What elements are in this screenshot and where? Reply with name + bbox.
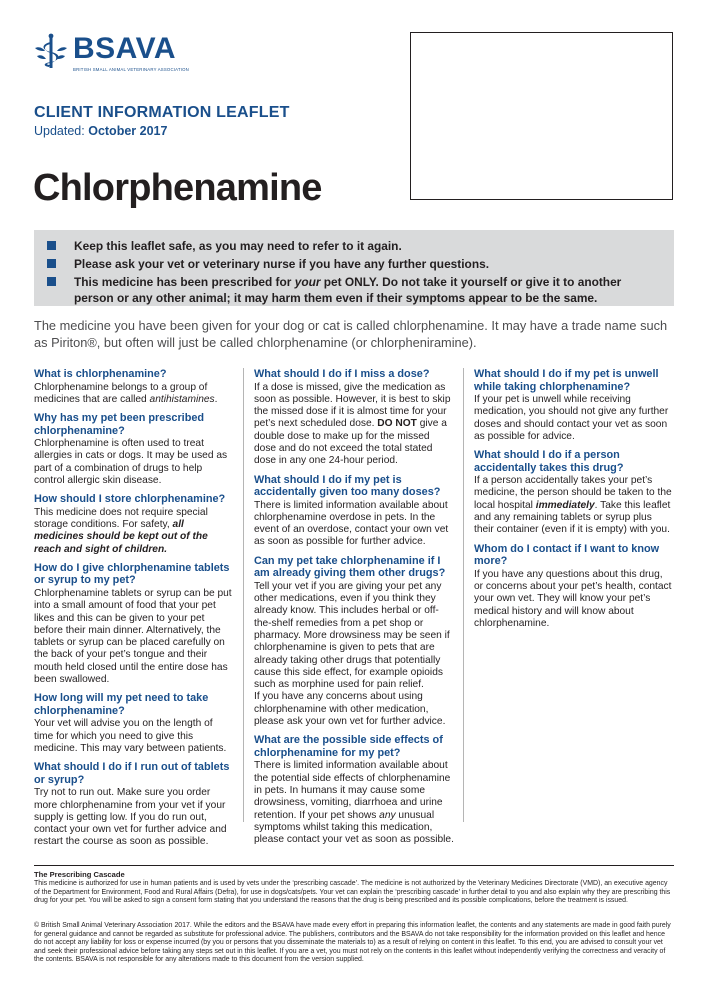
answer-text: Chlorphenamine tablets or syrup can be put into a small amount of food that your pet likes and this can be given to your pet before their main dinner. Alternatively, the tablets or syrup can be placed carefully on the back of your pet’s tongue and their mouth held closed until the entire dose has been swallowed. bbox=[34, 587, 232, 686]
notice-text bbox=[74, 275, 621, 305]
updated-date: October 2017 bbox=[88, 124, 168, 138]
answer-emphasis: antihistamines bbox=[149, 393, 215, 405]
cascade-heading: The Prescribing Cascade bbox=[34, 870, 125, 879]
question-heading: What should I do if I run out of tablets or syrup? bbox=[34, 761, 230, 786]
question-heading: What should I do if a person accidentally takes this drug? bbox=[474, 449, 624, 474]
answer-text: Chlorphenamine is often used to treat allergies in cats or dogs. It may be used as part of a combination of drugs to help control allergic skin disease. bbox=[34, 438, 228, 486]
notice-box bbox=[34, 230, 674, 306]
question-heading: What is chlorphenamine? bbox=[34, 368, 167, 380]
answer-strong: DO NOT bbox=[377, 418, 417, 430]
answer-text: Try not to run out. Make sure you order more chlorphenamine from your vet if your supply is getting low. If you do run out, contact your own vet for further advice and restart the course as soon as possible. bbox=[34, 787, 227, 848]
notice-item bbox=[34, 274, 674, 306]
answer-pre: If a dose is missed, give the medication as soon as possible. However, it is best to skip the missed dose if it is almost time for your pet’s next scheduled dose. bbox=[254, 381, 451, 430]
notice-text-emphasis: your bbox=[294, 275, 321, 289]
question-heading: Can my pet take chlorphenamine if I am already giving them other drugs? bbox=[254, 554, 446, 580]
question-heading: How should I store chlorphenamine? bbox=[34, 493, 226, 506]
answer-emphasis: all medicines should be kept out of the reach and sight of children. bbox=[34, 519, 208, 555]
updated-line bbox=[34, 124, 167, 138]
question-heading: Whom do I contact if I want to know more? bbox=[474, 542, 660, 568]
brand-subtitle: BRITISH SMALL ANIMAL VETERINARY ASSOCIATION bbox=[73, 67, 189, 72]
footer-divider bbox=[34, 865, 674, 866]
answer-post: . bbox=[214, 393, 218, 405]
answer-text bbox=[254, 382, 454, 468]
answer-pre: Chlorphenamine belongs to a group of medicines that are called bbox=[34, 381, 208, 405]
answer-pre: There is limited information available about the potential side effects of chlorphenamine in pets. In humans it may cause some drowsiness, vomiting, diarrhoea and urine retention. If your pet shows bbox=[254, 760, 451, 821]
intro-paragraph: The medicine you have been given for your dog or cat is called chlorphenamine. It may have a trade name such as Piriton®, but often will just be called chlorphenamine (or chlorpheniramine). bbox=[34, 318, 668, 350]
notice-text: Keep this leaflet safe, as you may need to refer to it again. bbox=[74, 239, 402, 253]
square-bullet-icon bbox=[47, 277, 56, 286]
bsava-logo bbox=[33, 32, 193, 77]
question-heading: What should I do if my pet is unwell while taking chlorphenamine? bbox=[474, 368, 659, 393]
notice-item bbox=[34, 238, 674, 254]
notice-text-post: pet ONLY. Do not take it yourself or give it to another person or any other animal; it may harm them even if their symptoms appear to be the same. bbox=[74, 275, 622, 305]
question-heading: How do I give chlorphenamine tablets or syrup to my pet? bbox=[34, 561, 230, 587]
page-title: Chlorphenamine bbox=[33, 167, 322, 209]
updated-label: Updated: bbox=[34, 124, 89, 138]
question-heading: Why has my pet been prescribed chlorphenamine? bbox=[34, 412, 205, 437]
column-2 bbox=[254, 368, 454, 852]
answer-post: unusual symptoms whilst taking this medication, please contact your vet as soon as possible. bbox=[254, 809, 454, 846]
answer-text: Your vet will advise you on the length of time for which you need to give this medicine. This may vary between patients. bbox=[34, 718, 227, 754]
bsava-logo-icon bbox=[33, 32, 69, 72]
cascade-text: This medicine is authorized for use in human patients and is used by vets under the ‘prescribing cascade’. The medicine is not authorized by the Veterinary Medicines Directorate (VMD), an executive agency of the Department for Environment, Food and Rural Affairs (Defra), for use in dogs/cats/pets. Your vet can explain the ‘prescribing cascade’ in further detail to you and also explain why they are prescribing this drug for your pet. You will be asked to sign a consent form stating that you understand the reasons that the drug is being prescribed and its possible complications, before the treatment is issued. bbox=[34, 880, 671, 905]
square-bullet-icon bbox=[47, 259, 56, 268]
practice-stamp-box bbox=[410, 32, 673, 200]
question-heading: What are the possible side effects of chlorphenamine for my pet? bbox=[254, 734, 443, 759]
notice-text: Please ask your vet or veterinary nurse if you have any further questions. bbox=[74, 257, 490, 271]
column-divider bbox=[463, 368, 464, 822]
column-1 bbox=[34, 368, 234, 855]
column-3 bbox=[474, 368, 674, 636]
answer-pre: This medicine does not require special storage conditions. For safety, bbox=[34, 506, 208, 531]
answer-post: give a double dose to make up for the missed dose and do not exceed the total stated dose in any one 24-hour period. bbox=[254, 418, 447, 467]
answer-text bbox=[474, 475, 674, 536]
brand-name: BSAVA bbox=[73, 32, 177, 65]
answer-text: Tell your vet if you are giving your pet any other medications, even if you think they already know. This includes herbal or off-the-shelf remedies from a pet shop or pharmacy. More drowsiness may be seen if chlorphenamine is given to pets that are already taking other drugs that potentially cause this side effect, for example opioids such as morphine used for pain relief. bbox=[254, 580, 450, 691]
leaflet-type: CLIENT INFORMATION LEAFLET bbox=[34, 104, 290, 121]
question-heading: How long will my pet need to take chlorphenamine? bbox=[34, 692, 209, 717]
answer-pre: If a person accidentally takes your pet’s medicine, the person should be taken to the local hospital bbox=[474, 475, 672, 511]
answer-text: If your pet is unwell while receiving medication, you should not give any further doses and should contact your vet as soon as possible for advice. bbox=[474, 394, 669, 442]
answer-text: If you have any concerns about using chlorphenamine with other medication, please ask your own vet for further advice. bbox=[254, 691, 446, 728]
square-bullet-icon bbox=[47, 241, 56, 250]
answer-emphasis: immediately bbox=[535, 499, 595, 511]
answer-text bbox=[34, 507, 234, 556]
copyright-text: © British Small Animal Veterinary Association 2017. While the editors and the BSAVA have made every effort in preparing this information leaflet, the contents and any statements are made in good faith purely for general guidance and cannot be regarded as substitute for professional advice. The publishers, contributors and the BSAVA do not take responsibility for the information provided on this leaflet and hence do not accept any liability for loss or expense incurred (by you or persons that you disseminate the materials to) as a result of relying on content in this leaflet. To this end, you are advised to consult your vet and seek their professional advice before taking any steps set out in this leaflet. If you are a vet, you must not rely on the contents in this leaflet without independently verifying the correctness and veracity of the contents. BSAVA is not responsible for any alterations made to this document from the version supplied. bbox=[34, 922, 671, 964]
question-heading: What should I do if my pet is accidentally given too many doses? bbox=[254, 473, 441, 499]
notice-text-pre: This medicine has been prescribed for bbox=[74, 275, 295, 289]
answer-text bbox=[34, 382, 234, 407]
column-divider bbox=[243, 368, 244, 822]
answer-post: . Take this leaflet and any remaining tablets or syrup plus their container (even if it is empty) with you. bbox=[474, 499, 671, 536]
answer-text: There is limited information available about chlorphenamine overdose in pets. In the event of an overdose, contact your own vet as soon as possible for further advice. bbox=[254, 499, 449, 548]
answer-emphasis: any bbox=[379, 809, 396, 821]
answer-text: If you have any questions about this drug, or concerns about your pet’s health, contact your own vet. They will know your pet’s medical history and will know about chlorphenamine. bbox=[474, 568, 672, 629]
answer-text bbox=[254, 760, 454, 846]
question-heading: What should I do if I miss a dose? bbox=[254, 368, 430, 380]
notice-item bbox=[34, 256, 674, 272]
